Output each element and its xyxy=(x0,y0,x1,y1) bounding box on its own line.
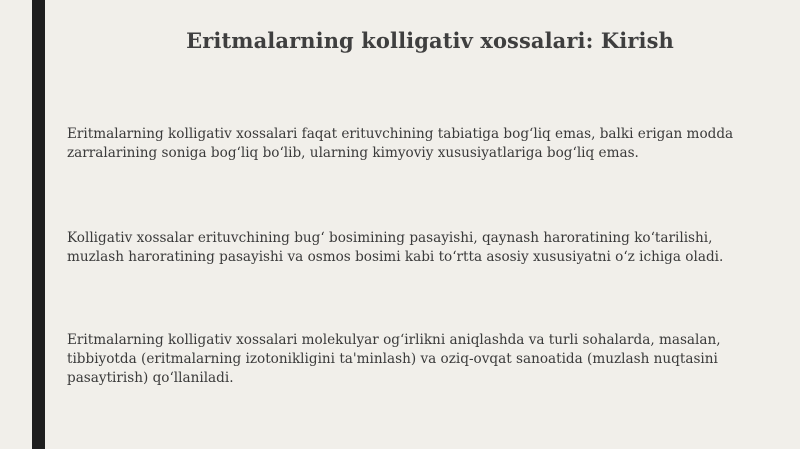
paragraph-properties: Kolligativ xossalar erituvchining bug‘ bosimining pasayishi, qaynash haroratining ko‘tarilishi, muzlash haroratining pasayishi va osmos bosimi kabi to‘rtta asosiy xususiyatni o‘z ichiga oladi. xyxy=(67,230,724,265)
paragraph-definition: Eritmalarning kolligativ xossalari faqat erituvchining tabiatiga bog‘liq emas, balki erigan modda zarralarining soniga bog‘liq bo‘lib, ularning kimyoviy xususiyatlariga bog‘liq emas. xyxy=(67,126,734,161)
paragraph-applications: Eritmalarning kolligativ xossalari molekulyar og‘irlikni aniqlashda va turli sohalarda, masalan, tibbiyotda (eritmalarning izotonikligini ta'minlash) va oziq-ovqat sanoatida (muzlash nuqtasini pasaytirish) qo‘llaniladi. xyxy=(67,332,721,386)
slide-title: Eritmalarning kolligativ xossalari: Kirish xyxy=(186,28,674,53)
accent-bar xyxy=(32,0,45,449)
